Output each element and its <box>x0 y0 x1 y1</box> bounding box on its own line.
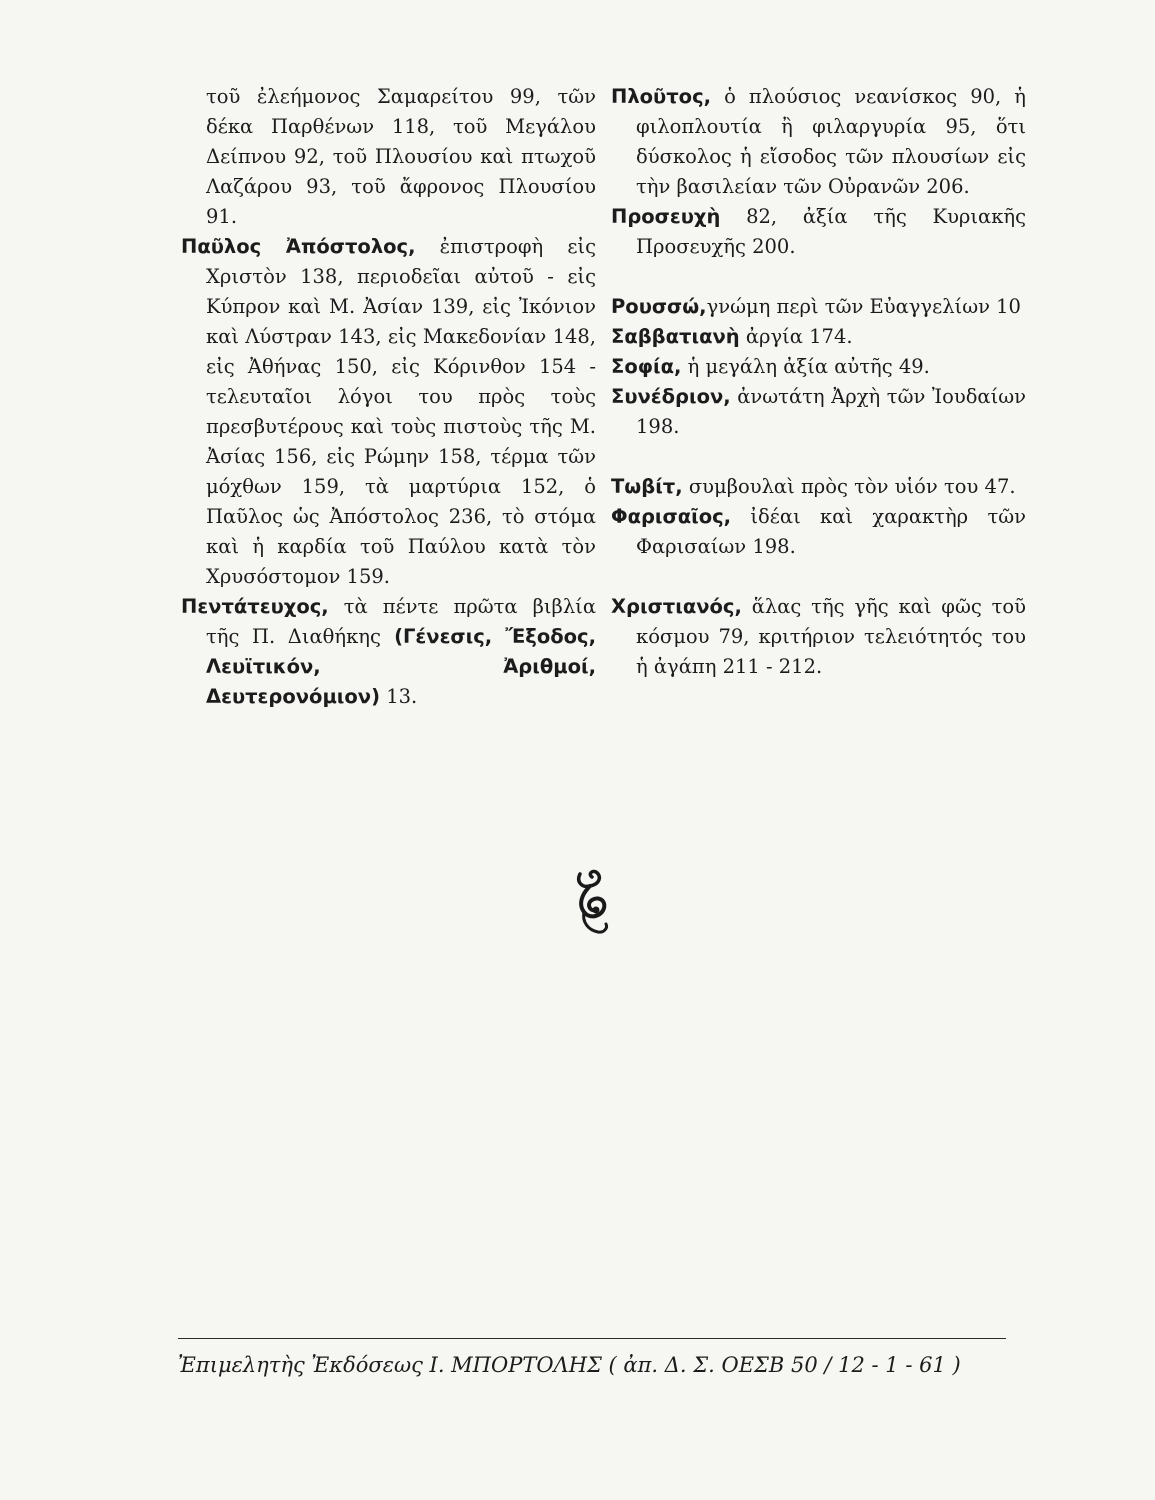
publisher-imprint: Ἐπιμελητὴς Ἐκδόσεως Ι. ΜΠΟΡΤΟΛΗΣ ( ἀπ. Δ. Σ. ΟΕΣΒ 50 / 12 - 1 - 61 ) <box>178 1353 961 1377</box>
entry-heading: Συνέδριον, <box>611 385 731 408</box>
index-entry <box>181 232 596 592</box>
entry-text: ἐπιστροφὴ εἰς Χριστὸν 138, περιοδεῖαι αὐτοῦ - εἰς Κύπρον καὶ Μ. Ἀσίαν 139, εἰς Ἰκόνιον καὶ Λύστραν 143, εἰς Μακεδονίαν 148, εἰς Ἀθήνας 150, εἰς Κόρινθον 154 - τελευταῖοι λόγοι του πρὸς τοὺς πρεσβυτέρους καὶ τοὺς πιστοὺς τῆς Μ. Ἀσίας 156, εἰς Ρώμην 158, τέρμα τῶν μόχθων 159, τὰ μαρτύρια 152, ὁ Παῦλος ὡς Ἀπόστολος 236, τὸ στόμα καὶ ἡ καρδία τοῦ Παύλου κατὰ τὸν Χρυσόστομον 159. <box>206 235 596 588</box>
entry-text: τὰ πέντε πρῶτα βιβλία τῆς Π. Διαθήκης <box>206 595 596 648</box>
entry-text: τοῦ ἐλεήμονος Σαμαρείτου 99, τῶν δέκα Παρθένων 118, τοῦ Μεγάλου Δείπνου 92, τοῦ Πλουσίου καὶ πτωχοῦ Λαζάρου 93, τοῦ ἄφρονος Πλουσίου 91. <box>206 85 596 228</box>
entry-heading: Σαββατιανὴ <box>611 325 740 348</box>
index-column-left <box>181 82 596 712</box>
entry-heading: Παῦλος Ἀπόστολος, <box>181 235 416 258</box>
entry-text: ὁ πλούσιος νεανίσκος 90, ἡ φιλοπλουτία ἢ φιλαργυρία 95, ὅτι δύσκολος ἡ εἴσοδος τῶν πλουσίων εἰς τὴν βασιλείαν τῶν Οὐρανῶν 206. <box>636 85 1026 198</box>
entry-text: ἰδέαι καὶ χαρακτὴρ τῶν Φαρισαίων 198. <box>636 505 1026 558</box>
entry-heading: Χριστιανός, <box>611 595 742 618</box>
entry-text: ἀργία 174. <box>739 325 853 348</box>
entry-text: 82, ἀξία τῆς Κυριακῆς Προσευχῆς 200. <box>636 205 1026 258</box>
index-entry <box>181 592 596 712</box>
index-entry <box>611 202 1026 262</box>
entry-heading: Πεντάτευχος, <box>181 595 329 618</box>
entry-text: ἡ μεγάλη ἀξία αὐτῆς 49. <box>681 355 930 378</box>
index-entry <box>611 292 1026 322</box>
index-entry <box>611 592 1026 682</box>
entry-bold-text: (Γένεσις, Ἔξοδος, Λευϊτικόν, Ἀριθμοί, Δευτερονόμιον) <box>206 625 596 708</box>
entry-text: συμβουλαὶ πρὸς τὸν υἱόν του 47. <box>682 475 1016 498</box>
entry-text: ἅλας τῆς γῆς καὶ φῶς τοῦ κόσμου 79, κριτήριον τελειότητός του ἡ ἀγάπη 211 - 212. <box>636 595 1026 678</box>
index-column-right <box>611 82 1026 682</box>
index-entry <box>181 82 596 232</box>
entry-heading: Φαρισαῖος, <box>611 505 732 528</box>
index-entry <box>611 82 1026 202</box>
entry-text-tail: 13. <box>380 685 418 708</box>
entry-text: ἀνωτάτη Ἀρχὴ τῶν Ἰουδαίων 198. <box>636 385 1026 438</box>
index-entry <box>611 382 1026 442</box>
entry-heading: Ρουσσώ, <box>611 295 707 318</box>
footer-divider <box>178 1338 1006 1339</box>
index-entry <box>611 322 1026 352</box>
index-entry <box>611 352 1026 382</box>
entry-heading: Τωβίτ, <box>611 475 683 498</box>
entry-heading: Προσευχὴ <box>611 205 721 228</box>
index-entry <box>611 502 1026 562</box>
index-entry <box>611 472 1026 502</box>
ornament-icon <box>572 868 612 938</box>
entry-heading: Πλοῦτος, <box>611 85 712 108</box>
entry-heading: Σοφία, <box>611 355 682 378</box>
entry-text: γνώμη περὶ τῶν Εὐαγγελίων 10 <box>706 295 1021 318</box>
